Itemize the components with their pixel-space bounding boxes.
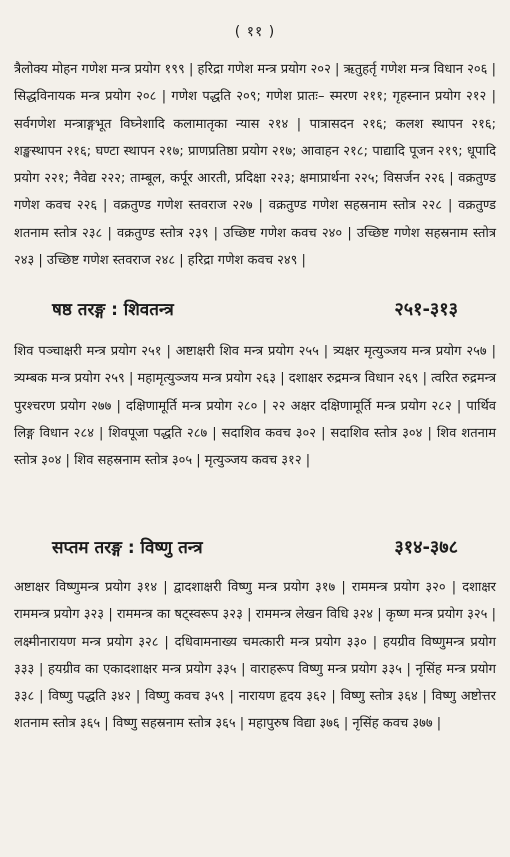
ganesh-contents-paragraph: त्रैलोक्य मोहन गणेश मन्त्र प्रयोग १९९ | हरिद्रा गणेश मन्त्र प्रयोग २०२ | ऋतुहर्तृ गणेश मन्त्र विधान २०६ | सिद्धविनायक मन्त्र प्रयोग २०८ | गणेश पद्धति २०९; गणेश प्रातः– स्मरण २११; गृहस्नान प्रयोग २१२ | सर्वगणेश मन्त्राङ्गभूत विघ्नेशादि कलामातृका न्यास २१४ | पात्रासदन २१६; कलश स्थापन २१६; शङ्खस्थापन २१६; घण्टा स्थापन २१७; प्राणप्रतिष्ठा प्रयोग २१७; आवाहन २१८; पाद्यादि पूजन २१९; धूपादि प्रयोग २२१; नैवेद्य २२२; ताम्बूल, कर्पूर आरती, प्रदिक्षा २२३; क्षमाप्रार्थना २२५; विसर्जन २२६ | वक्रतुण्ड गणेश कवच २२६ | वक्रतुण्ड गणेश स्तवराज २२७ | वक्रतुण्ड गणेश सहस्रनाम स्तोत्र २२८ | वक्रतुण्ड शतनाम स्तोत्र २३८ | वक्रतुण्ड स्तोत्र २३९ | उच्छिष्ट गणेश कवच २४० | उच्छिष्ट गणेश सहस्रनाम स्तोत्र २४३ | उच्छिष्ट गणेश स्तवराज २४८ | हरिद्रा गणेश कवच २४९ | bbox=[14, 62, 496, 269]
page-number: ( ११ ) bbox=[234, 24, 276, 40]
section-heading-title: षष्ठ तरङ्ग : शिवतन्त्र bbox=[52, 300, 174, 320]
section-heading-shiva bbox=[0, 293, 510, 323]
vishnu-contents-paragraph: अष्टाक्षर विष्णुमन्त्र प्रयोग ३१४ | द्वादशाक्षरी विष्णु मन्त्र प्रयोग ३१७ | राममन्त्र प्रयोग ३२० | दशाक्षर राममन्त्र प्रयोग ३२३ | राममन्त्र का षट्स्वरूप ३२३ | राममन्त्र लेखन विधि ३२४ | कृष्ण मन्त्र प्रयोग ३२५ | लक्ष्मीनारायण मन्त्र प्रयोग ३२८ | दधिवामनाख्य चमत्कारी मन्त्र प्रयोग ३३० | हयग्रीव विष्णुमन्त्र प्रयोग ३३३ | हयग्रीव का एकादशाक्षर मन्त्र प्रयोग ३३५ | वाराहरूप विष्णु मन्त्र प्रयोग ३३५ | नृसिंह मन्त्र प्रयोग ३३८ | विष्णु पद्धति ३४२ | विष्णु कवच ३५९ | नारायण हृदय ३६२ | विष्णु स्तोत्र ३६४ | विष्णु अष्टोत्तर शतनाम स्तोत्र ३६५ | विष्णु सहस्रनाम स्तोत्र ३६५ | महापुरुष विद्या ३७६ | नृसिंह कवच ३७७ | bbox=[14, 580, 496, 732]
section-heading-vishnu bbox=[0, 531, 510, 561]
section-page-range: ३१४-३७८ bbox=[394, 537, 458, 558]
section-page-range: २५१-३१३ bbox=[394, 299, 458, 320]
section-heading-title: सप्तम तरङ्ग : विष्णु तन्त्र bbox=[52, 538, 203, 558]
shiva-contents-paragraph: शिव पञ्चाक्षरी मन्त्र प्रयोग २५१ | अष्टाक्षरी शिव मन्त्र प्रयोग २५५ | त्र्यक्षर मृत्युञ्जय मन्त्र प्रयोग २५७ | त्र्यम्बक मन्त्र प्रयोग २५९ | महामृत्युञ्जय मन्त्र प्रयोग २६३ | दशाक्षर रुद्रमन्त्र विधान २६९ | त्वरित रुद्रमन्त्र पुरश्चरण प्रयोग २७७ | दक्षिणामूर्ति मन्त्र प्रयोग २८० | २२ अक्षर दक्षिणामूर्ति मन्त्र प्रयोग २८२ | पार्थिव लिङ्ग विधान २८४ | शिवपूजा पद्धति २८७ | सदाशिव कवच ३०२ | सदाशिव स्तोत्र ३०४ | शिव शतनाम स्तोत्र ३०४ | शिव सहस्रनाम स्तोत्र ३०५ | मृत्युञ्जय कवच ३१२ | bbox=[14, 344, 496, 469]
